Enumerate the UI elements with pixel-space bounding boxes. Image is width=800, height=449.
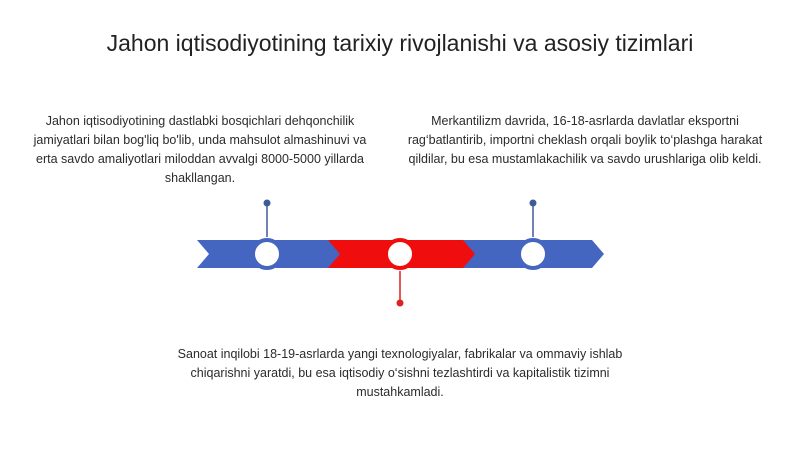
milestone-3-marker	[519, 240, 547, 268]
milestone-3-pin-dot	[530, 200, 537, 207]
milestone-2-marker	[386, 240, 414, 268]
milestone-2-pin-dot	[397, 300, 404, 307]
milestone-1-pin-dot	[264, 200, 271, 207]
milestone-3-description: Merkantilizm davrida, 16-18-asrlarda davlatlar eksportni rag‘batlantirib, importni cheklash orqali boylik to‘plashga harakat qildilar, bu esa mustamlakachilik va savdo urushlariga olib keldi.	[407, 114, 763, 166]
milestone-1-description: Jahon iqtisodiyotining dastlabki bosqichlari dehqonchilik jamiyatlari bilan bog'liq bo'lib, unda mahsulot almashinuvi va erta savdo amaliyotlari miloddan avvalgi 8000-5000 yillarda shakllangan.	[33, 114, 367, 185]
page-title: Jahon iqtisodiyotining tarixiy rivojlanishi va asosiy tizimlari	[106, 30, 694, 56]
milestone-1-marker	[253, 240, 281, 268]
milestone-2-description: Sanoat inqilobi 18-19-asrlarda yangi texnologiyalar, fabrikalar va ommaviy ishlab chiqarishni yaratdi, bu esa iqtisodiy o‘sishni tezlashtirdi va kapitalistik tizimni mustahkamladi.	[177, 347, 623, 399]
